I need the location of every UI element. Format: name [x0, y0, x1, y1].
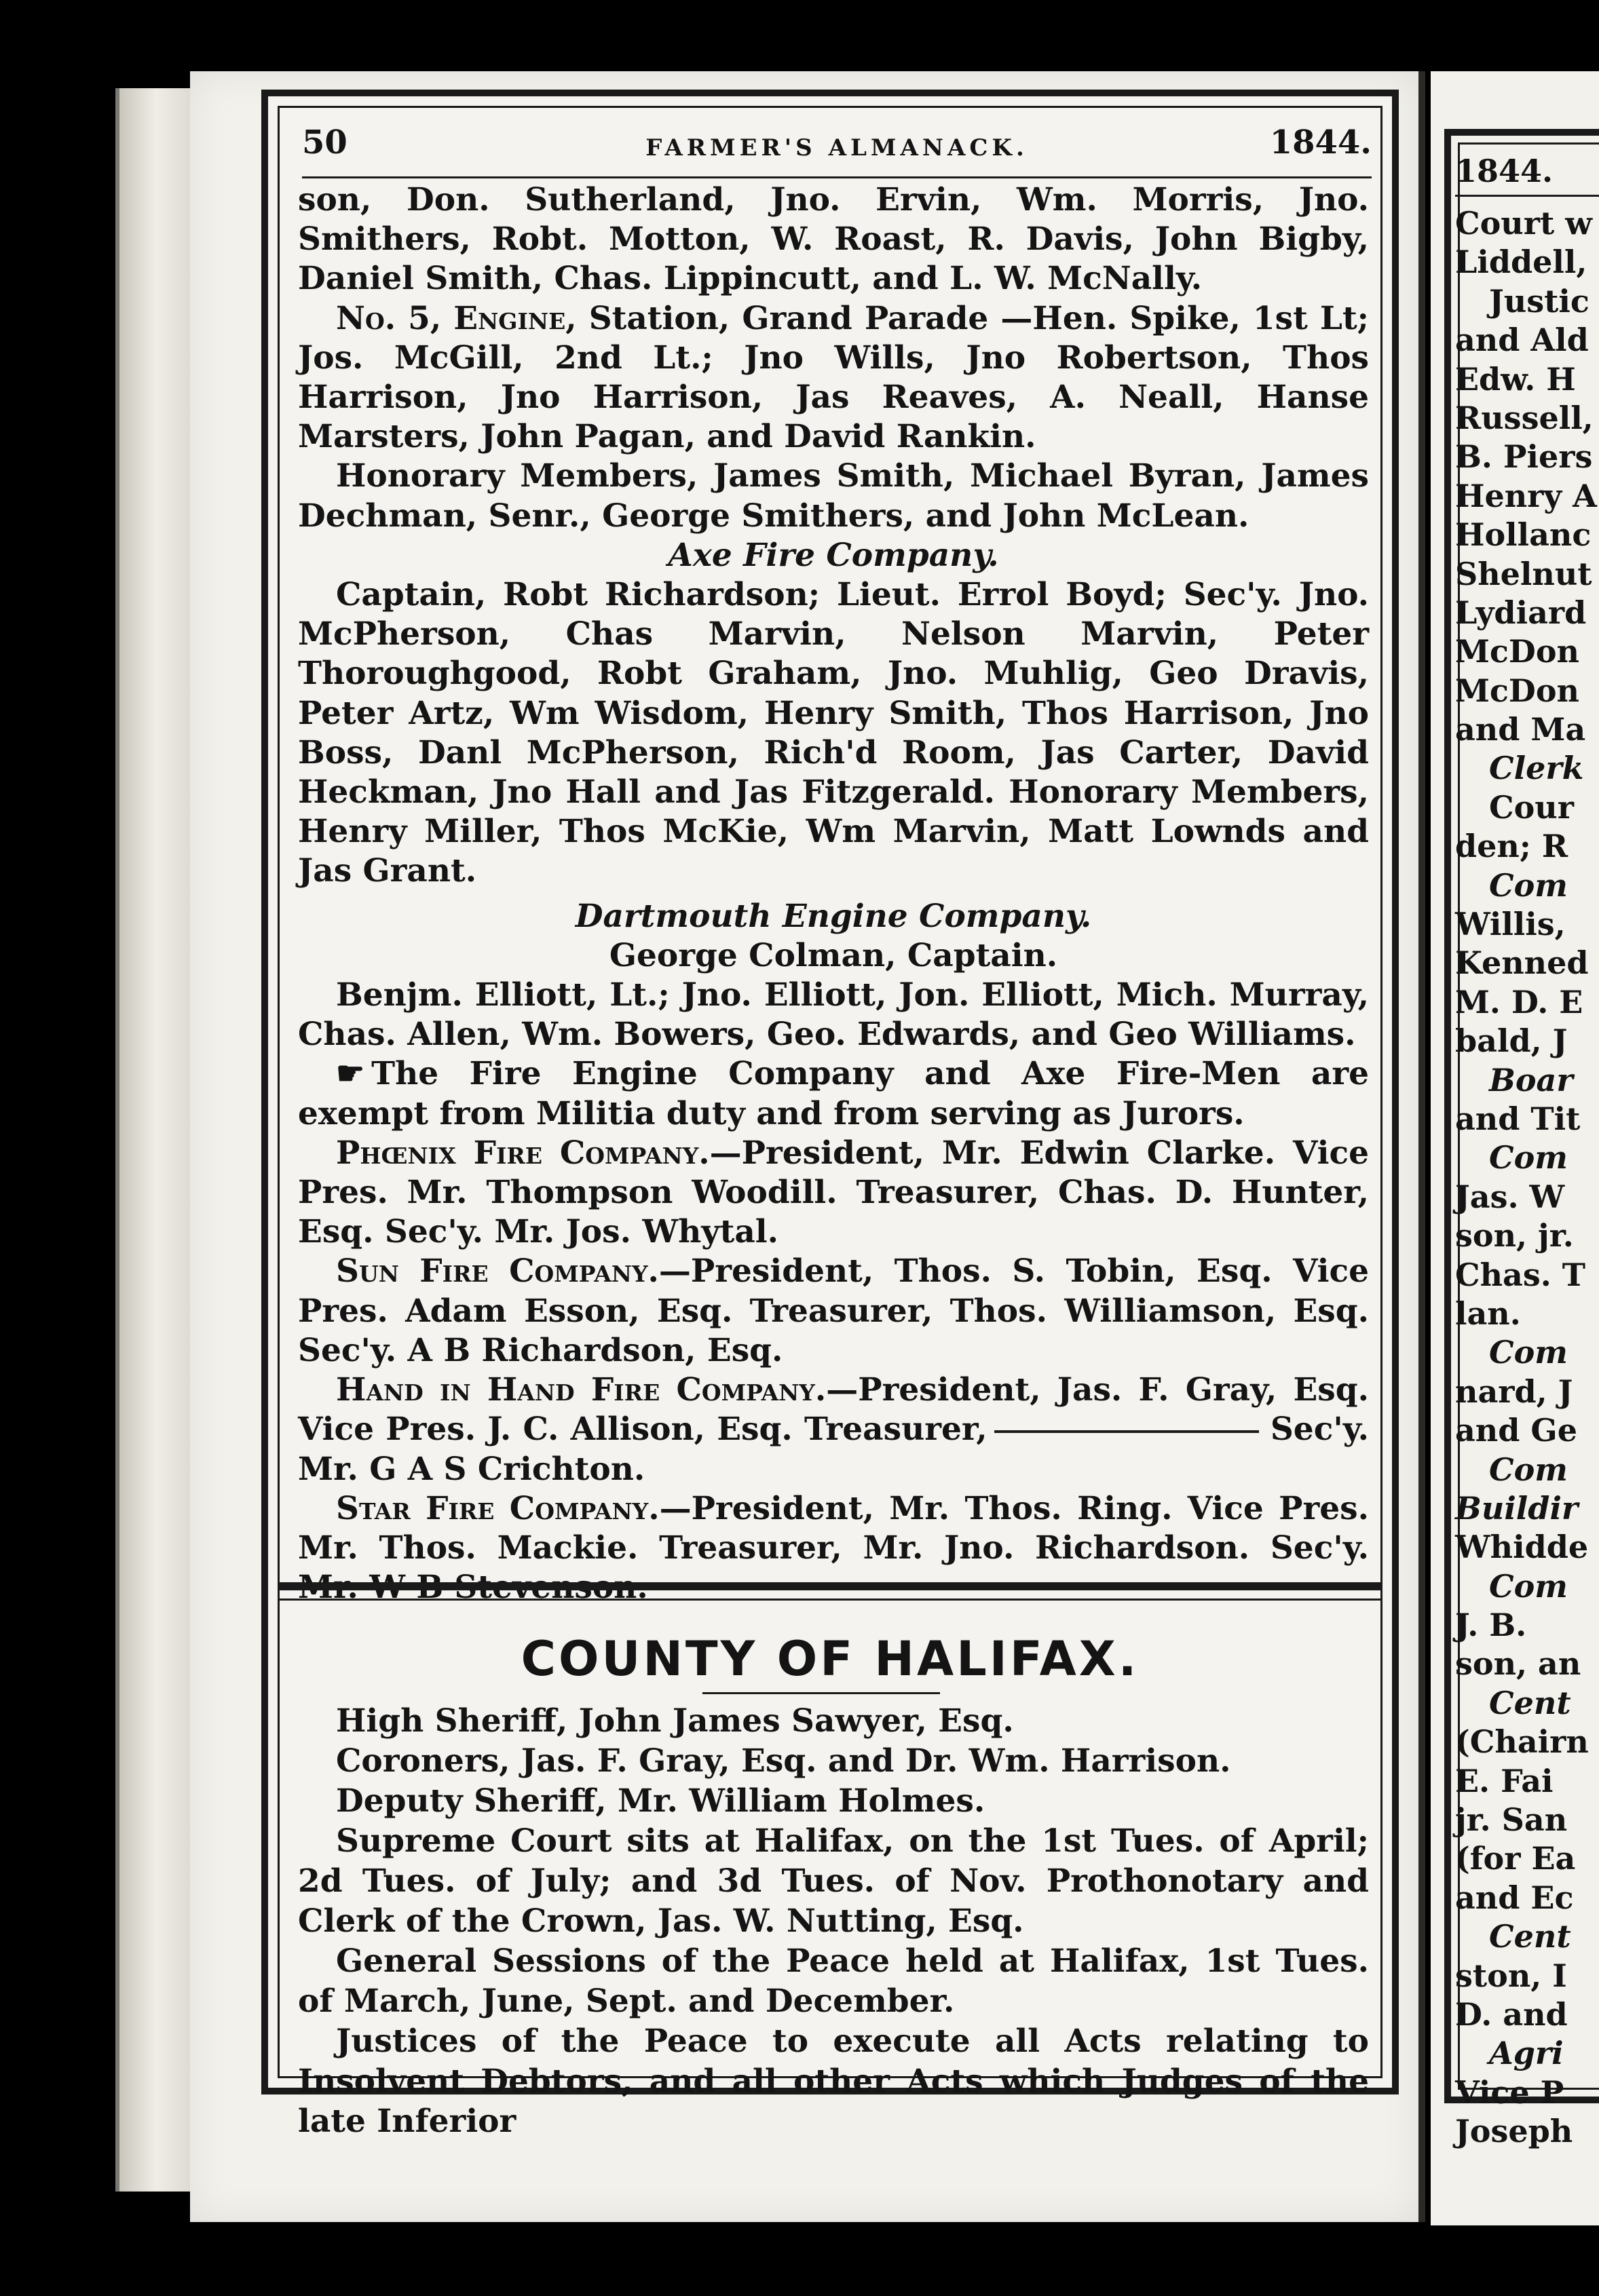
right-page [1431, 71, 1599, 2225]
right-header-rule [1455, 195, 1599, 197]
right-page-line: Cent [1489, 1684, 1571, 1721]
right-page-line: Shelnut [1455, 555, 1592, 592]
paragraph-axe-fire-company: Captain, Robt Richardson; Lieut. Errol Boyd; Sec'y. Jno. McPherson, Chas Marvin, Nelson Marvin, Peter Thoroughgood, Robt Graham, Jno. Muhlig, Geo Dravis, Peter Artz, Wm Wisdom, Henry Smith, Thos Harrison, Jno Boss, Danl McPherson, Rich'd Room, Jas Carter, David Heckman, Jno Hall and Jas Fitzgerald. Honorary Members, Henry Miller, Thos McKie, Wm Marvin, Matt Lownds and Jas Grant. [298, 576, 1369, 890]
coroners: Coroners, Jas. F. Gray, Esq. and Dr. Wm. Harrison. [336, 1742, 1231, 1780]
right-page-line: Justic [1489, 282, 1589, 320]
right-page-line: and Ge [1455, 1412, 1577, 1449]
right-page-line: Com [1489, 1334, 1568, 1371]
right-page-line: lan. [1455, 1295, 1521, 1332]
right-page-line: Hollanc [1455, 516, 1592, 554]
exempt-notice-text: The Fire Engine Company and Axe Fire-Men are exempt from Militia duty and from serving as Jurors. [298, 1055, 1369, 1132]
phoenix-text: —President, Mr. Edwin Clarke. Vice Pres. Mr. Thompson Woodill. Treasurer, Chas. D. Hunter, Esq. Sec'y. Mr. Jos. Whytal. [298, 1134, 1369, 1251]
page-header [302, 123, 1372, 171]
paragraph-engine-4-members: son, Don. Sutherland, Jno. Ervin, Wm. Morris, Jno. Smithers, Robt. Motton, W. Roast, R. Davis, John Bigby, Daniel Smith, Chas. Lippincutt, and L. W. McNally. [298, 181, 1369, 298]
star-text: —President, Mr. Thos. Ring. Vice Pres. Mr. Thos. Mackie. Treasurer, Mr. Jno. Richardson. Sec'y. Mr. W B Stevenson. [298, 1489, 1369, 1607]
right-page-line: Com [1489, 1139, 1568, 1176]
paragraph-sun-fire-company [298, 1252, 1369, 1371]
engine-5-text: Station, Grand Parade —Hen. Spike, 1st Lt; Jos. McGill, 2nd Lt.; Jno Wills, Jno Robertson, Thos Harrison, Jno Harrison, Jas Reaves, A. Neall, Hanse Marsters, John Pagan, and David Rankin. [298, 299, 1369, 456]
right-page-line: Chas. T [1455, 1256, 1586, 1293]
paragraph-engine-5 [298, 299, 1369, 457]
justices-of-the-peace: Justices of the Peace to execute all Acts relating to Insolvent Debtors, and all other Acts which Judges of the late Inferior [298, 2023, 1369, 2140]
running-head: FARMER'S ALMANACK. [645, 134, 1028, 161]
paragraph-exempt-notice [298, 1054, 1369, 1133]
right-page-line: bald, J [1455, 1022, 1568, 1060]
title-underline [702, 1692, 940, 1694]
page-number: 50 [302, 123, 347, 161]
right-page-line: M. D. E [1455, 983, 1583, 1020]
header-rule [302, 176, 1372, 178]
paragraph-hand-in-hand-fire-company [298, 1371, 1369, 1489]
hand-in-hand-label: Hand in Hand Fire Company. [336, 1371, 827, 1409]
right-page-line: Lydiard [1455, 594, 1587, 631]
right-page-line: E. Fai [1455, 1762, 1554, 1799]
right-page-line: Vice P [1455, 2073, 1564, 2111]
right-page-line: Com [1489, 1567, 1568, 1605]
high-sheriff: High Sheriff, John James Sawyer, Esq. [336, 1702, 1014, 1740]
right-page-line: ston, I [1455, 1957, 1567, 1994]
right-page-line: Henry A [1455, 477, 1597, 514]
right-page-line: Russell, [1455, 399, 1594, 436]
right-page-line: son, jr. [1455, 1217, 1574, 1255]
deputy-sheriff: Deputy Sheriff, Mr. William Holmes. [336, 1782, 985, 1820]
star-label: Star Fire Company. [336, 1489, 660, 1527]
fire-companies-text [298, 180, 1369, 1607]
right-page-text [1455, 204, 1599, 2151]
right-page-line: Joseph [1455, 2113, 1573, 2150]
paragraph-honorary-members: Honorary Members, James Smith, Michael Byran, James Dechman, Senr., George Smithers, and John McLean. [298, 457, 1369, 535]
right-page-line: Agri [1489, 2035, 1564, 2072]
paragraph-dartmouth-members: Benjm. Elliott, Lt.; Jno. Elliott, Jon. Elliott, Mich. Murray, Chas. Allen, Wm. Bowers, Geo. Edwards, and Geo Williams. [298, 976, 1369, 1054]
right-page-line: Liddell, [1455, 244, 1587, 281]
axe-fire-company-heading: Axe Fire Company. [668, 536, 999, 574]
right-page-line: D. and [1455, 1995, 1568, 2033]
right-page-line: Willis, [1455, 906, 1566, 943]
left-page-frame [261, 90, 1399, 2140]
section-divider-thick [278, 1582, 1382, 1590]
hand-in-hand-text: —President, Jas. F. Gray, Esq. Vice Pres. J. C. Allison, Esq. Treasurer, [298, 1371, 1369, 1449]
right-page-line: Court w [1455, 205, 1592, 242]
right-page-line: Jas. W [1455, 1178, 1565, 1215]
phoenix-label: Phœnix Fire Company. [336, 1134, 710, 1172]
header-year: 1844. [1269, 123, 1372, 161]
right-page-line: son, an [1455, 1645, 1581, 1683]
right-page-line: Kenned [1455, 944, 1589, 982]
paragraph-phoenix-fire-company [298, 1134, 1369, 1252]
engine-5-label: No. 5, Engine, [336, 299, 577, 337]
right-page-line: Clerk [1489, 750, 1584, 787]
supreme-court: Supreme Court sits at Halifax, on the 1st Tues. of April; 2d Tues. of July; and 3d Tues. of Nov. Prothonotary and Clerk of the Crown, Jas. W. Nutting, Esq. [298, 1822, 1369, 1940]
right-page-line: nard, J [1455, 1373, 1573, 1410]
right-page-line: Cent [1489, 1918, 1571, 1955]
section-divider-thin [278, 1599, 1382, 1601]
sun-text: —President, Thos. S. Tobin, Esq. Vice Pres. Adam Esson, Esq. Treasurer, Thos. Williamson, Esq. Sec'y. A B Richardson, Esq. [298, 1252, 1369, 1369]
right-page-line: McDon [1455, 633, 1579, 670]
right-page-line: Cour [1489, 788, 1574, 826]
right-page-line: B. Piers [1455, 438, 1593, 476]
right-page-line: (for Ea [1455, 1840, 1576, 1877]
right-page-line: and Ec [1455, 1879, 1574, 1916]
dartmouth-captain: George Colman, Captain. [609, 936, 1058, 974]
right-page-line: and Tit [1455, 1100, 1581, 1137]
right-header-year: 1844. [1455, 153, 1554, 189]
pointing-hand-icon: ☛ [336, 1055, 365, 1093]
dartmouth-heading: Dartmouth Engine Company. [575, 897, 1092, 935]
right-page-line: Buildir [1455, 1489, 1579, 1527]
right-page-line: and Ald [1455, 322, 1589, 359]
right-page-line: Com [1489, 866, 1568, 904]
right-page-line: den; R [1455, 828, 1568, 865]
hand-in-hand-secretary: Sec'y. Mr. G A S Crichton. [298, 1411, 1369, 1488]
right-page-line: jr. San [1455, 1801, 1568, 1839]
right-page-line: McDon [1455, 672, 1579, 709]
right-page-line: (Chairn [1455, 1723, 1589, 1761]
right-page-line: Whidde [1455, 1529, 1589, 1566]
right-page-line: Edw. H [1455, 360, 1576, 398]
sun-label: Sun Fire Company. [336, 1252, 659, 1290]
right-page-line: Boar [1489, 1061, 1573, 1098]
county-of-halifax-title: COUNTY OF HALIFAX. [521, 1631, 1140, 1687]
treasurer-blank-line [994, 1430, 1259, 1433]
general-sessions: General Sessions of the Peace held at Halifax, 1st Tues. of March, June, Sept. and December. [298, 1943, 1369, 2020]
right-page-line: and Ma [1455, 711, 1586, 748]
county-text [298, 1701, 1369, 2141]
right-page-line: Com [1489, 1451, 1568, 1488]
right-page-line: J. B. [1455, 1607, 1527, 1644]
